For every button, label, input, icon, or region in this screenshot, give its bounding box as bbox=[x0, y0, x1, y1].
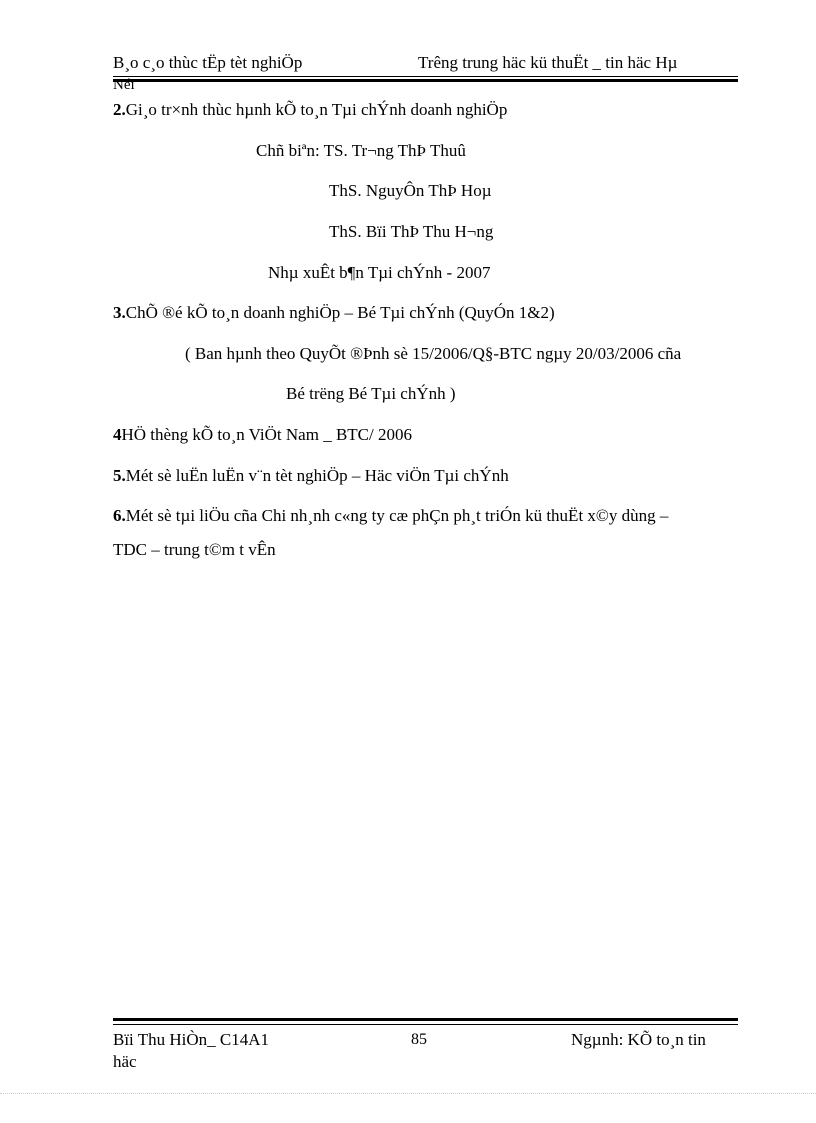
reference-3-note: ( Ban hµnh theo QuyÕt ®Þnh sè 15/2006/Q§-BTC ngµy 20/03/2006 cña bbox=[185, 344, 682, 363]
reference-number: 6. bbox=[113, 506, 126, 525]
header-left: B¸o c¸o thùc tËp tèt nghiÖp bbox=[113, 53, 303, 72]
footer-left: Bïi Thu HiÒn_ C14A1 bbox=[113, 1030, 270, 1049]
reference-4 bbox=[113, 425, 412, 445]
header-rule-thick bbox=[113, 79, 738, 82]
footer-rule-thick bbox=[113, 1018, 738, 1021]
footer-wrap: häc bbox=[113, 1052, 137, 1071]
co-author-2: ThS. Bïi ThÞ Thu H¬ng bbox=[329, 222, 494, 241]
footer-right: Ngµnh: KÕ to¸n tin bbox=[571, 1030, 706, 1049]
page-edge-divider bbox=[0, 1093, 816, 1095]
reference-text: HÖ thèng kÕ to¸n ViÖt Nam _ BTC/ 2006 bbox=[121, 425, 412, 444]
reference-3-note-cont: Bé trëng Bé Tµi chÝnh ) bbox=[286, 384, 456, 403]
reference-text: Mét sè luËn luËn v¨n tèt nghiÖp – Häc viÖn Tµi chÝnh bbox=[125, 466, 509, 485]
reference-text: Mét sè tµi liÖu cña Chi nh¸nh c«ng ty cæ phÇn ph¸t triÓn kü thuËt x©y dùng – bbox=[125, 506, 669, 525]
reference-3 bbox=[113, 303, 555, 323]
header-wrap: Néi bbox=[113, 77, 135, 93]
reference-5 bbox=[113, 466, 509, 486]
reference-6 bbox=[113, 506, 668, 526]
page-number: 85 bbox=[411, 1031, 427, 1048]
reference-6-cont: TDC – trung t©m t vÊn bbox=[113, 540, 276, 559]
reference-number: 2. bbox=[113, 100, 126, 119]
reference-number: 4 bbox=[113, 425, 122, 444]
publisher-line: Nhµ xuÊt b¶n Tµi chÝnh - 2007 bbox=[268, 263, 491, 282]
header-right: Trêng trung häc kü thuËt _ tin häc Hµ bbox=[418, 53, 678, 72]
co-author-1: ThS. NguyÔn ThÞ Hoµ bbox=[329, 181, 492, 200]
reference-text: ChÕ ®é kÕ to¸n doanh nghiÖp – Bé Tµi chÝnh (QuyÓn 1&2) bbox=[125, 303, 555, 322]
reference-text: Gi¸o tr×nh thùc hµnh kÕ to¸n Tµi chÝnh doanh nghiÖp bbox=[125, 100, 508, 119]
header-rule-thin bbox=[113, 76, 738, 77]
editor-line: Chñ biªn: TS. Tr¬ng ThÞ Thuû bbox=[256, 141, 466, 160]
reference-number: 5. bbox=[113, 466, 126, 485]
reference-2 bbox=[113, 100, 507, 120]
footer-rule-thin bbox=[113, 1024, 738, 1025]
reference-number: 3. bbox=[113, 303, 126, 322]
